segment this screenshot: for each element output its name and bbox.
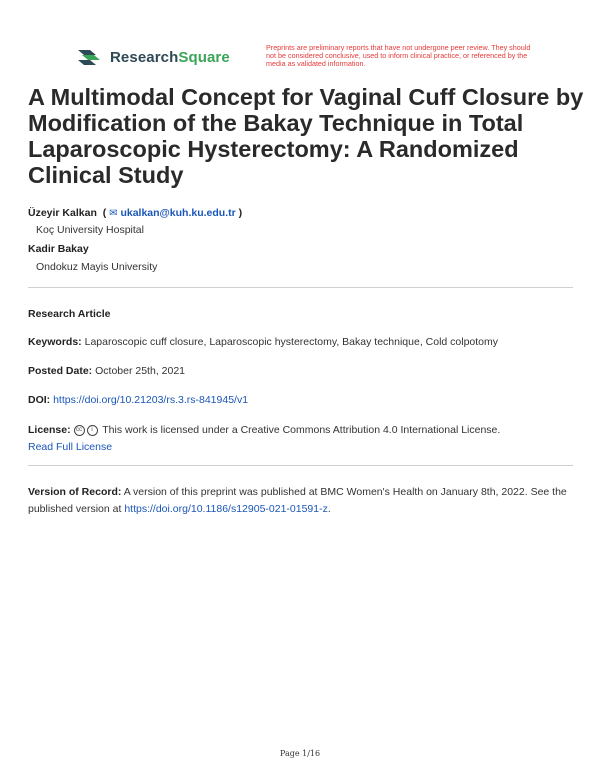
creative-commons-icon: cc	[74, 425, 85, 436]
brand-name: ResearchSquare	[110, 48, 230, 66]
research-square-logo-icon	[76, 46, 102, 68]
author-name: Kadir Bakay	[28, 243, 89, 255]
author-1: Üzeyir Kalkan ( ✉ ukalkan@kuh.ku.edu.tr )	[28, 207, 243, 219]
author-2	[28, 243, 89, 255]
attribution-icon: i	[87, 425, 98, 436]
research-square-logo[interactable]	[76, 46, 230, 68]
author-1-affiliation: Koç University Hospital	[36, 224, 144, 236]
posted-date: Posted Date: October 25th, 2021	[28, 365, 186, 377]
published-version-link[interactable]: https://doi.org/10.1186/s12905-021-01591-z	[124, 503, 328, 515]
keywords: Keywords: Laparoscopic cuff closure, Laparoscopic hysterectomy, Bakay technique, Cold colpotomy	[28, 336, 499, 348]
article-type: Research Article	[28, 308, 111, 320]
paper-title: A Multimodal Concept for Vaginal Cuff Closure by Modification of the Bakay Technique in Total Laparoscopic Hysterectomy: A Randomized Clinical Study	[28, 84, 584, 188]
preprint-disclaimer: Preprints are preliminary reports that have not undergone peer review. They should not be considered conclusive, used to inform clinical practice, or referenced by the media as validated information.	[266, 43, 531, 68]
license: License: cc i This work is licensed under a Creative Commons Attribution 4.0 International License. Read Full License	[28, 424, 501, 453]
author-name: Üzeyir Kalkan	[28, 207, 97, 219]
doi-link[interactable]: https://doi.org/10.21203/rs.3.rs-841945/v1	[53, 394, 249, 406]
page-number: Page 1/16	[279, 749, 321, 758]
author-2-affiliation: Ondokuz Mayis University	[36, 261, 158, 273]
version-of-record: Version of Record: A version of this preprint was published at BMC Women's Health on January 8th, 2022. See the published version at https://doi.org/10.1186/s12905-021-01591-z.	[28, 486, 567, 515]
doi: DOI: https://doi.org/10.21203/rs.3.rs-841945/v1	[28, 394, 249, 406]
email-icon: ✉	[109, 208, 118, 219]
divider	[28, 287, 573, 288]
author-email-link[interactable]: ukalkan@kuh.ku.edu.tr	[120, 207, 236, 219]
read-full-license-link[interactable]: Read Full License	[28, 441, 113, 453]
divider	[28, 465, 573, 466]
